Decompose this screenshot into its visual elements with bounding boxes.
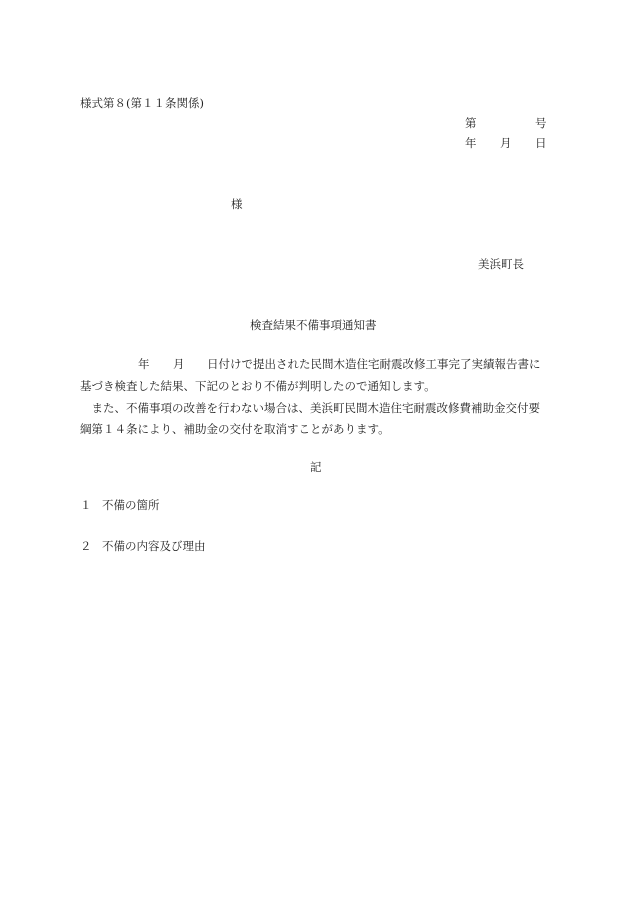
number-prefix: 第 — [465, 116, 477, 130]
body-line-3: また、不備事項の改善を行わない場合は、美浜町民間木造住宅耐震改修費補助金交付要 — [80, 401, 540, 415]
body-line-2: 基づき検査した結果、下記のとおり不備が判明したので通知します。 — [80, 379, 436, 393]
body-line-4: 綱第１４条により、補助金の交付を取消すことがあります。 — [80, 422, 390, 436]
item-number: ２ — [80, 539, 92, 553]
issuer-name: 美浜町長 — [478, 257, 524, 271]
date-year: 年 — [465, 136, 477, 150]
body-year: 年 — [138, 357, 150, 371]
item-number: １ — [80, 498, 92, 512]
date-day: 日 — [535, 136, 547, 150]
form-label: 様式第８(第１１条関係) — [80, 96, 204, 110]
date-month: 月 — [500, 136, 512, 150]
recipient-honorific: 様 — [231, 197, 243, 211]
item-label: 不備の内容及び理由 — [102, 539, 206, 553]
body-month: 月 — [173, 357, 185, 371]
number-suffix: 号 — [535, 116, 547, 130]
document-title: 検査結果不備事項通知書 — [250, 318, 377, 332]
item-label: 不備の箇所 — [102, 498, 160, 512]
body-line-1-text: 日付けで提出された民間木造住宅耐震改修工事完了実績報告書に — [207, 357, 541, 371]
ki-heading: 記 — [310, 460, 322, 474]
